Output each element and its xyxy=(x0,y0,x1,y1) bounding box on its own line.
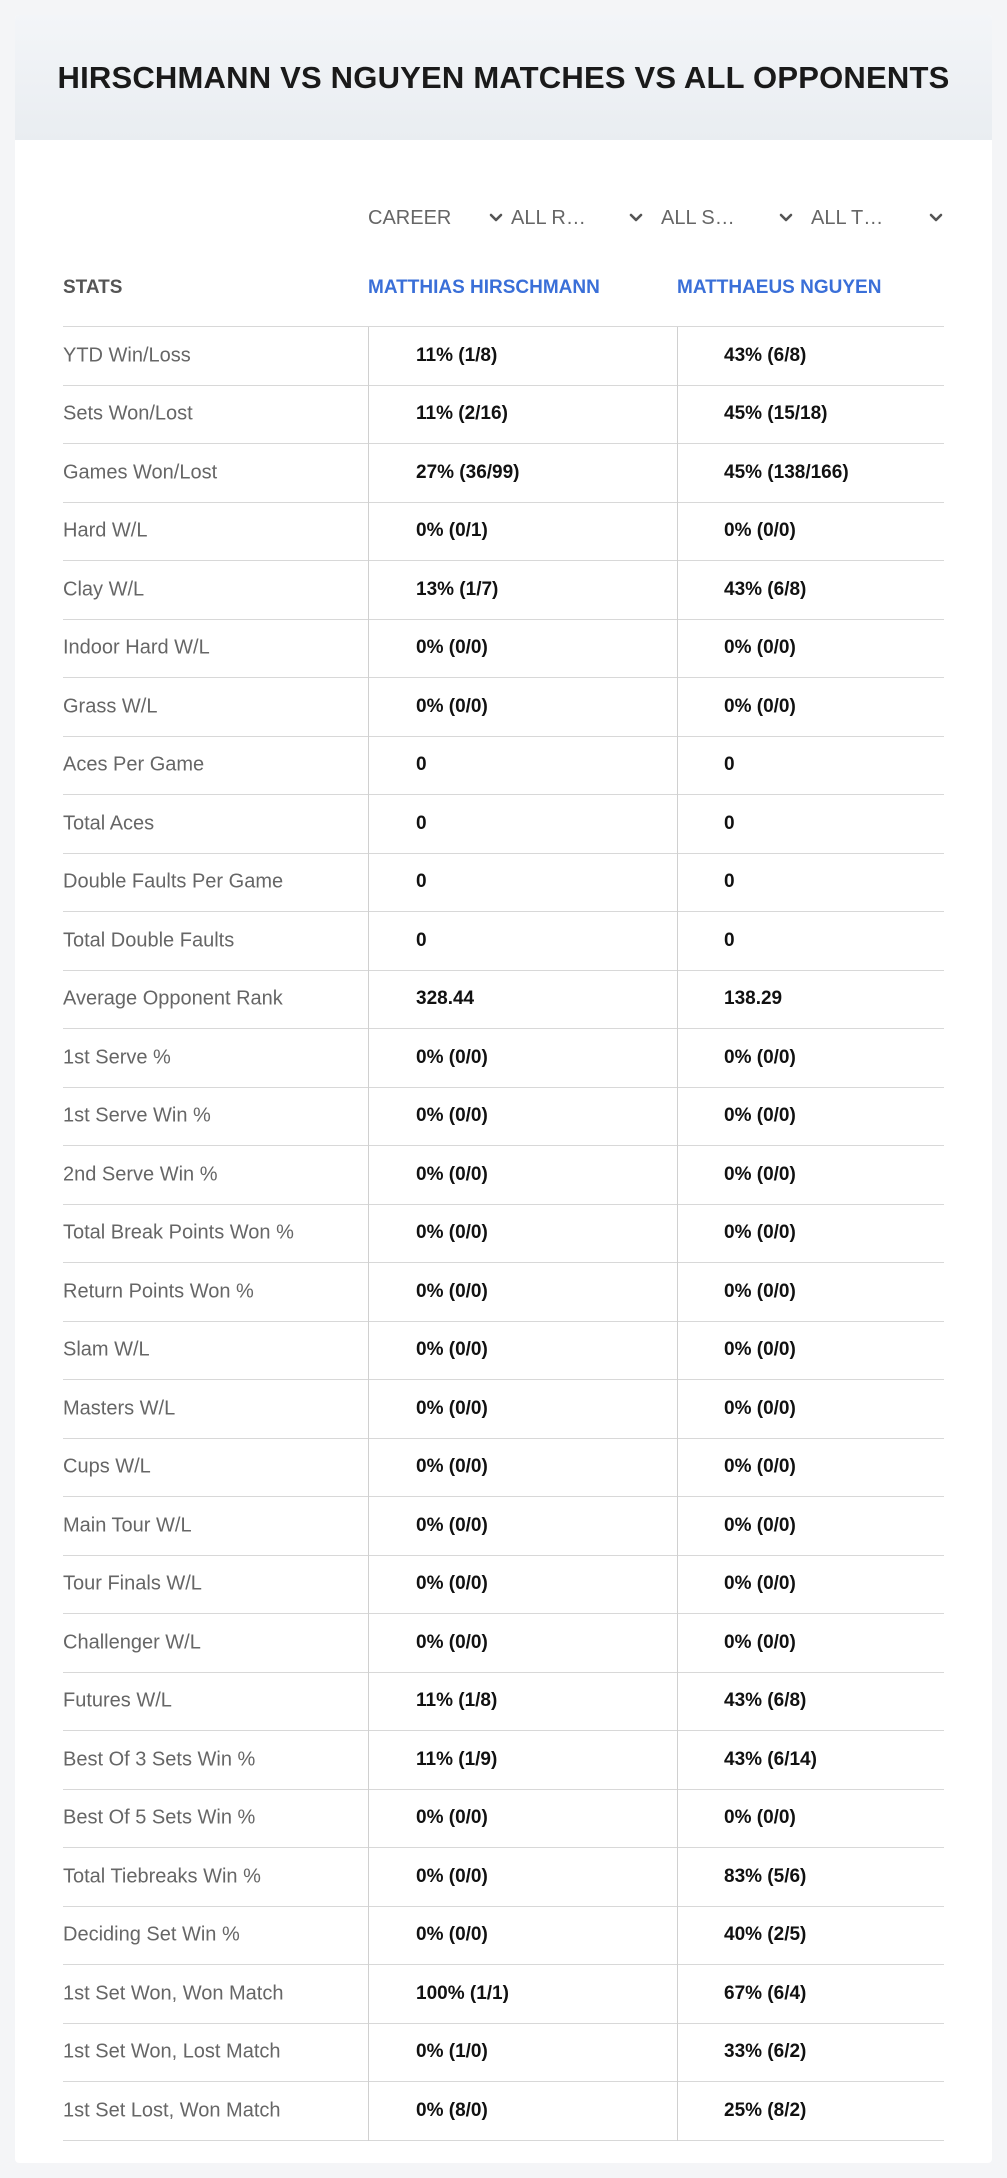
stat-label: Masters W/L xyxy=(63,1397,176,1420)
stat-label: Challenger W/L xyxy=(63,1631,201,1654)
player1-stat-value: 11% (1/8) xyxy=(416,344,498,366)
table-row xyxy=(63,1322,944,1381)
stat-label: Grass W/L xyxy=(63,695,158,718)
surfaces-filter-select[interactable] xyxy=(661,187,811,249)
table-row xyxy=(63,1205,944,1264)
stat-label: Sets Won/Lost xyxy=(63,402,193,425)
rounds-filter-select[interactable] xyxy=(511,187,661,249)
table-row xyxy=(63,327,944,386)
player2-stat-value: 0% (0/0) xyxy=(724,1163,796,1185)
player2-stat-value: 0% (0/0) xyxy=(724,695,796,717)
stat-label: Hard W/L xyxy=(63,519,148,542)
player1-stat-value: 0% (0/0) xyxy=(416,1046,488,1068)
chevron-down-icon xyxy=(489,213,503,223)
chevron-down-icon xyxy=(629,213,643,223)
stat-label: Best Of 5 Sets Win % xyxy=(63,1806,256,1829)
player1-stat-value: 13% (1/7) xyxy=(416,578,499,600)
table-row xyxy=(63,1614,944,1673)
table-row xyxy=(63,854,944,913)
player2-stat-value: 83% (5/6) xyxy=(724,1865,807,1887)
table-row xyxy=(63,1907,944,1966)
player2-stat-value: 0 xyxy=(724,812,735,834)
card-header xyxy=(15,15,992,140)
player1-stat-value: 0% (0/0) xyxy=(416,1280,488,1302)
player2-stat-value: 0% (0/0) xyxy=(724,1222,796,1244)
page-title: HIRSCHMANN VS NGUYEN MATCHES VS ALL OPPONENTS xyxy=(57,59,950,95)
player1-stat-value: 0% (0/0) xyxy=(416,637,488,659)
player1-link[interactable]: MATTHIAS HIRSCHMANN xyxy=(368,276,600,298)
table-header xyxy=(63,249,944,327)
table-row xyxy=(63,1146,944,1205)
player1-stat-value: 0% (0/0) xyxy=(416,1631,488,1653)
stat-label: Games Won/Lost xyxy=(63,461,218,484)
player1-stat-value: 0% (0/0) xyxy=(416,1105,488,1127)
stat-label: Double Faults Per Game xyxy=(63,870,284,893)
player2-stat-value: 0% (0/0) xyxy=(724,1046,796,1068)
rounds-filter-label: ALL R… xyxy=(511,206,586,229)
filter-bar xyxy=(368,187,961,249)
player2-stat-value: 0% (0/0) xyxy=(724,1631,796,1653)
player1-stat-value: 0 xyxy=(416,871,427,893)
stat-label: Tour Finals W/L xyxy=(63,1572,202,1595)
stats-table xyxy=(63,249,944,2141)
column-divider xyxy=(677,327,678,2141)
table-row xyxy=(63,678,944,737)
table-row xyxy=(63,386,944,445)
table-row xyxy=(63,1790,944,1849)
table-row xyxy=(63,1731,944,1790)
table-row xyxy=(63,1029,944,1088)
stat-label: Main Tour W/L xyxy=(63,1514,192,1537)
table-row xyxy=(63,1439,944,1498)
table-row xyxy=(63,2024,944,2083)
stat-label: Deciding Set Win % xyxy=(63,1923,240,1946)
career-filter-select[interactable] xyxy=(368,187,511,249)
player2-stat-value: 67% (6/4) xyxy=(724,1982,807,2004)
player1-stat-value: 0% (0/0) xyxy=(416,695,488,717)
player1-stat-value: 0% (0/0) xyxy=(416,1865,488,1887)
stat-label: Best Of 3 Sets Win % xyxy=(63,1748,256,1771)
career-filter-label: CAREER xyxy=(368,206,452,229)
stat-label: 1st Set Won, Lost Match xyxy=(63,2040,281,2063)
player1-stat-value: 100% (1/1) xyxy=(416,1982,509,2004)
player2-stat-value: 0 xyxy=(724,754,735,776)
player2-stat-value: 43% (6/14) xyxy=(724,1748,817,1770)
column-divider xyxy=(368,327,369,2141)
stat-label: Return Points Won % xyxy=(63,1280,254,1303)
player1-stat-value: 0 xyxy=(416,812,427,834)
surfaces-filter-label: ALL S… xyxy=(661,206,735,229)
table-row xyxy=(63,1497,944,1556)
player2-stat-value: 43% (6/8) xyxy=(724,578,807,600)
table-row xyxy=(63,1848,944,1907)
table-row xyxy=(63,1673,944,1732)
player2-stat-value: 0% (0/0) xyxy=(724,1339,796,1361)
player1-stat-value: 27% (36/99) xyxy=(416,461,520,483)
chevron-down-icon xyxy=(779,213,793,223)
player2-stat-value: 33% (6/2) xyxy=(724,2041,807,2063)
table-row xyxy=(63,1556,944,1615)
player1-stat-value: 0% (0/0) xyxy=(416,1163,488,1185)
table-row xyxy=(63,795,944,854)
stat-label: Total Aces xyxy=(63,812,155,835)
stats-column-header: STATS xyxy=(63,276,123,298)
stat-label: Futures W/L xyxy=(63,1689,172,1712)
stat-label: 2nd Serve Win % xyxy=(63,1163,218,1186)
chevron-down-icon xyxy=(929,213,943,223)
player2-stat-value: 0% (0/0) xyxy=(724,1280,796,1302)
player1-stat-value: 0% (8/0) xyxy=(416,2099,488,2121)
player1-stat-value: 0 xyxy=(416,754,427,776)
table-row xyxy=(63,503,944,562)
player2-stat-value: 43% (6/8) xyxy=(724,344,807,366)
player2-stat-value: 0% (0/0) xyxy=(724,1514,796,1536)
stat-label: Total Double Faults xyxy=(63,929,235,952)
stat-label: YTD Win/Loss xyxy=(63,344,191,367)
stats-card xyxy=(15,15,992,2163)
table-row xyxy=(63,444,944,503)
stat-label: Clay W/L xyxy=(63,578,145,601)
player1-stat-value: 11% (1/8) xyxy=(416,1690,498,1712)
table-row xyxy=(63,1088,944,1147)
table-row xyxy=(63,737,944,796)
stat-label: Aces Per Game xyxy=(63,753,205,776)
stat-label: Total Tiebreaks Win % xyxy=(63,1865,261,1888)
table-row xyxy=(63,620,944,679)
table-row xyxy=(63,1263,944,1322)
stat-label: 1st Serve % xyxy=(63,1046,171,1069)
player2-stat-value: 43% (6/8) xyxy=(724,1690,807,1712)
stat-label: Slam W/L xyxy=(63,1338,150,1361)
stat-label: Indoor Hard W/L xyxy=(63,636,210,659)
player1-stat-value: 0% (0/0) xyxy=(416,1456,488,1478)
player2-stat-value: 45% (15/18) xyxy=(724,403,828,425)
player2-stat-value: 0% (0/0) xyxy=(724,1105,796,1127)
player2-stat-value: 0 xyxy=(724,871,735,893)
stat-label: 1st Set Won, Won Match xyxy=(63,1982,284,2005)
stat-label: Total Break Points Won % xyxy=(63,1221,294,1244)
player1-stat-value: 0% (0/0) xyxy=(416,1514,488,1536)
player2-stat-value: 0% (0/0) xyxy=(724,1807,796,1829)
tournaments-filter-select[interactable] xyxy=(811,187,961,249)
table-row xyxy=(63,2082,944,2141)
player1-stat-value: 11% (1/9) xyxy=(416,1748,498,1770)
player1-stat-value: 0% (0/0) xyxy=(416,1807,488,1829)
player2-stat-value: 138.29 xyxy=(724,988,783,1010)
table-body xyxy=(63,327,944,2141)
player2-link[interactable]: MATTHAEUS NGUYEN xyxy=(677,276,882,298)
stat-label: Average Opponent Rank xyxy=(63,987,283,1010)
tournaments-filter-label: ALL T… xyxy=(811,206,884,229)
table-row xyxy=(63,971,944,1030)
player2-stat-value: 0% (0/0) xyxy=(724,520,796,542)
stat-label: 1st Set Lost, Won Match xyxy=(63,2099,281,2122)
player1-stat-value: 0% (0/1) xyxy=(416,520,488,542)
player1-stat-value: 0% (0/0) xyxy=(416,1573,488,1595)
stat-label: 1st Serve Win % xyxy=(63,1104,211,1127)
table-row xyxy=(63,1965,944,2024)
player1-stat-value: 0% (0/0) xyxy=(416,1339,488,1361)
player1-stat-value: 11% (2/16) xyxy=(416,403,508,425)
player1-stat-value: 0 xyxy=(416,929,427,951)
player2-stat-value: 45% (138/166) xyxy=(724,461,849,483)
player1-stat-value: 0% (0/0) xyxy=(416,1397,488,1419)
player2-stat-value: 0% (0/0) xyxy=(724,1397,796,1419)
stat-label: Cups W/L xyxy=(63,1455,151,1478)
table-row xyxy=(63,1380,944,1439)
player2-stat-value: 0 xyxy=(724,929,735,951)
player1-stat-value: 328.44 xyxy=(416,988,475,1010)
player2-stat-value: 25% (8/2) xyxy=(724,2099,807,2121)
player2-stat-value: 0% (0/0) xyxy=(724,1573,796,1595)
player2-stat-value: 40% (2/5) xyxy=(724,1924,807,1946)
table-row xyxy=(63,912,944,971)
player2-stat-value: 0% (0/0) xyxy=(724,637,796,659)
player1-stat-value: 0% (1/0) xyxy=(416,2041,488,2063)
player1-stat-value: 0% (0/0) xyxy=(416,1222,488,1244)
player1-stat-value: 0% (0/0) xyxy=(416,1924,488,1946)
player2-stat-value: 0% (0/0) xyxy=(724,1456,796,1478)
table-row xyxy=(63,561,944,620)
